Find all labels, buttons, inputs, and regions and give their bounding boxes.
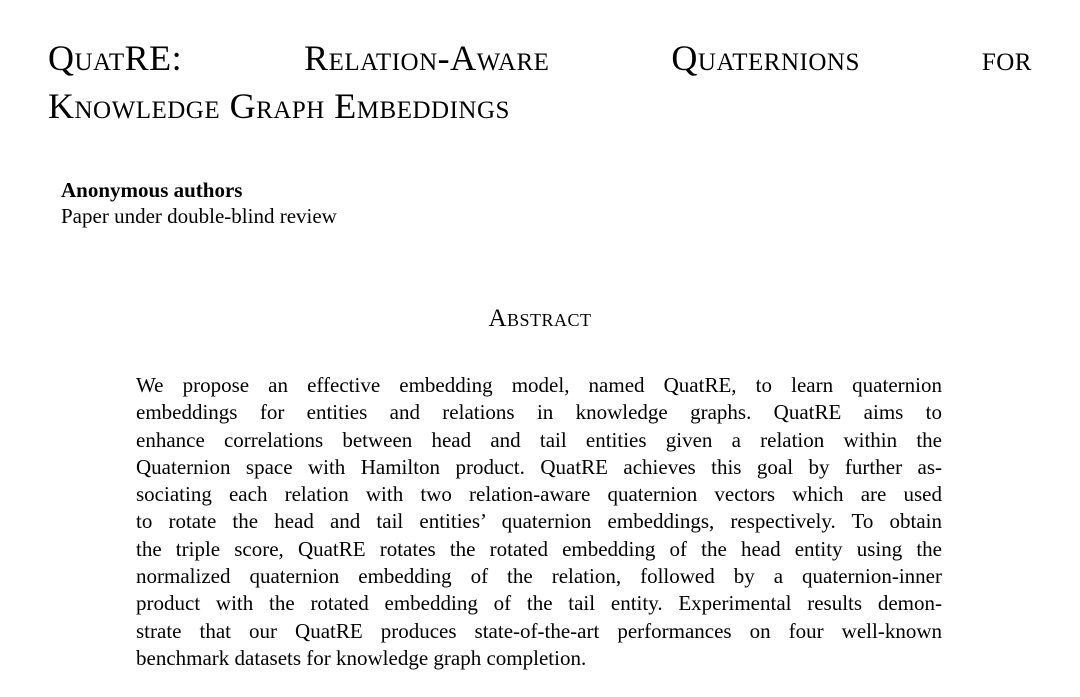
abstract-line: to rotate the head and tail entities’ quaternion embeddings, respectively. To obtain bbox=[136, 509, 942, 534]
abstract-line: sociating each relation with two relation-aware quaternion vectors which are used bbox=[136, 482, 942, 507]
abstract-line: We propose an effective embedding model, named QuatRE, to learn quaternion bbox=[136, 373, 942, 397]
abstract-line: strate that our QuatRE produces state-of-the-art performances on four well-known bbox=[136, 618, 942, 643]
abstract-line: Quaternion space with Hamilton product. QuatRE achieves this goal by further as- bbox=[136, 454, 942, 479]
title-word: QuatRE: bbox=[48, 38, 183, 78]
abstract-line: enhance correlations between head and tail entities given a relation within the bbox=[136, 427, 942, 452]
paper-title bbox=[48, 34, 1032, 130]
title-word: Relation-Aware bbox=[304, 38, 550, 78]
abstract-line: the triple score, QuatRE rotates the rotated embedding of the head entity using the bbox=[136, 536, 942, 561]
abstract-line: product with the rotated embedding of the tail entity. Experimental results demon- bbox=[136, 591, 942, 616]
author-names: Anonymous authors bbox=[61, 178, 243, 202]
abstract-heading: Abstract bbox=[488, 305, 592, 332]
abstract-line: normalized quaternion embedding of the relation, followed by a quaternion-inner bbox=[136, 564, 942, 589]
author-block bbox=[61, 177, 337, 229]
abstract-line: benchmark datasets for knowledge graph completion. bbox=[136, 645, 587, 670]
abstract-line: embeddings for entities and relations in knowledge graphs. QuatRE aims to bbox=[136, 400, 942, 425]
title-word: for bbox=[981, 38, 1032, 78]
title-word: Quaternions bbox=[671, 38, 860, 78]
author-affiliation: Paper under double-blind review bbox=[61, 204, 337, 228]
title-line-2: Knowledge Graph Embeddings bbox=[48, 86, 510, 126]
title-line-1 bbox=[48, 34, 1032, 82]
abstract-body bbox=[136, 372, 942, 672]
